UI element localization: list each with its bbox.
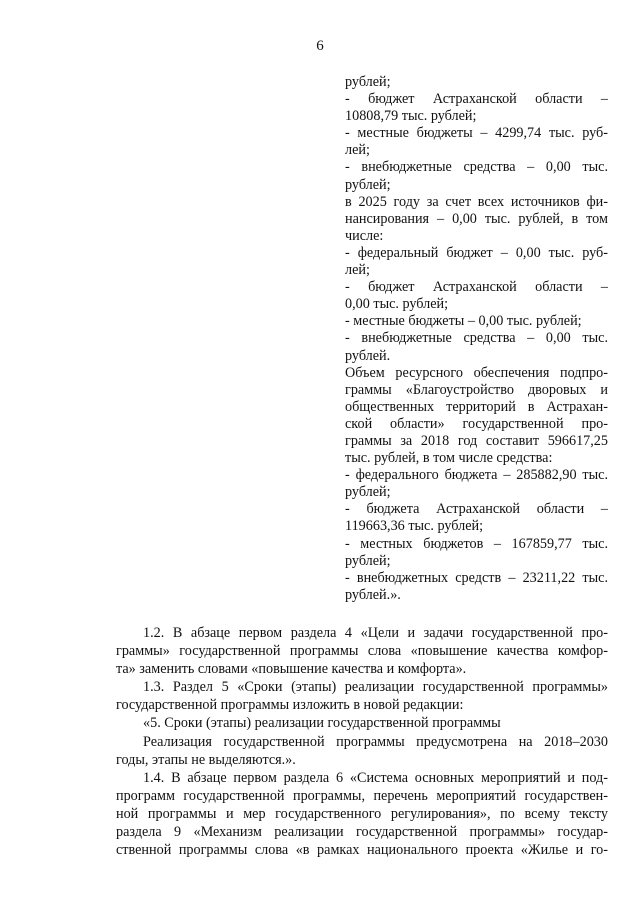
resource-column xyxy=(345,74,608,604)
body-line: 1.3. Раздел 5 «Сроки (этапы) реализации государственной программы» xyxy=(143,679,608,696)
body-line: ной программы и мер государственного регулирования», по всему тексту xyxy=(116,805,608,822)
resource-line: граммы «Благоустройство дворовых и xyxy=(345,381,608,398)
page-number: 6 xyxy=(316,38,324,54)
resource-line: - федерального бюджета – 285882,90 тыс. xyxy=(345,467,608,484)
body-line: «5. Сроки (этапы) реализации государственной программы xyxy=(143,715,501,732)
resource-line: рублей; xyxy=(345,484,391,501)
resource-line: лей; xyxy=(345,142,370,159)
resource-line: - внебюджетные средства – 0,00 тыс. xyxy=(345,330,608,347)
resource-line: в 2025 году за счет всех источников фи- xyxy=(345,193,608,210)
resource-line: граммы за 2018 год составит 596617,25 xyxy=(345,432,608,449)
resource-line: рублей; xyxy=(345,176,391,193)
body-line: годы, этапы не выделяются.». xyxy=(116,751,296,768)
resource-line: - внебюджетные средства – 0,00 тыс. xyxy=(345,159,608,176)
resource-line: рублей.». xyxy=(345,586,401,603)
resource-line: - бюджет Астраханской области – xyxy=(345,279,608,296)
body-line: государственной программы изложить в новой редакции: xyxy=(116,697,464,714)
resource-line: - внебюджетных средств – 23211,22 тыс. xyxy=(345,569,608,586)
body-line: та» заменить словами «повышение качества и комфорта». xyxy=(116,661,467,678)
body-line: 1.2. В абзаце первом раздела 4 «Цели и задачи государственной про- xyxy=(143,625,608,641)
resource-line: числе: xyxy=(345,227,384,244)
resource-line: Объем ресурсного обеспечения подпро- xyxy=(345,364,608,381)
resource-line: - местные бюджеты – 4299,74 тыс. руб- xyxy=(345,125,608,142)
resource-line: лей; xyxy=(345,262,370,279)
resource-line: - местные бюджеты – 0,00 тыс. рублей; xyxy=(345,313,582,330)
resource-line: рублей; xyxy=(345,74,391,90)
amendment-body xyxy=(116,624,608,859)
resource-line: 119663,36 тыс. рублей; xyxy=(345,518,484,535)
body-line: Реализация государственной программы предусмотрена на 2018–2030 xyxy=(143,733,608,750)
resource-line: - местных бюджетов – 167859,77 тыс. xyxy=(345,535,608,552)
resource-line: рублей. xyxy=(345,347,391,364)
resource-line: - бюджета Астраханской области – xyxy=(345,501,608,518)
resource-line: 0,00 тыс. рублей; xyxy=(345,296,449,313)
body-line: 1.4. В абзаце первом раздела 6 «Система основных мероприятий и под- xyxy=(143,769,608,786)
resource-line: - федеральный бюджет – 0,00 тыс. руб- xyxy=(345,244,608,261)
resource-line: ской области» государственной про- xyxy=(345,415,608,432)
resource-line: - бюджет Астраханской области – xyxy=(345,91,608,108)
body-line: раздела 9 «Механизм реализации государственной программы» государ- xyxy=(116,824,608,841)
resource-line: общественных территорий в Астрахан- xyxy=(345,398,608,415)
resource-line: 10808,79 тыс. рублей; xyxy=(345,108,477,125)
body-line: граммы» государственной программы слова «повышение качества комфор- xyxy=(116,643,608,660)
resource-line: рублей; xyxy=(345,552,391,569)
resource-line: тыс. рублей, в том числе средства: xyxy=(345,450,553,467)
resource-line: нансирования – 0,00 тыс. рублей, в том xyxy=(345,210,608,227)
body-line: программ государственной программы, перечень мероприятий государствен- xyxy=(116,787,608,804)
body-line: ственной программы слова «в рамках национального проекта «Жилье и го- xyxy=(116,842,608,859)
